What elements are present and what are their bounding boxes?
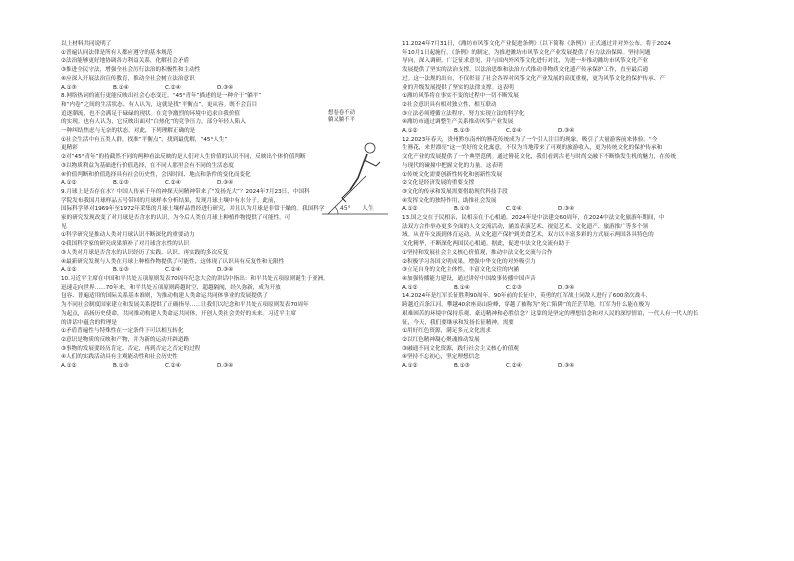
option-line: ②文化是经济发展的重要支撑	[402, 180, 475, 187]
option-line: ②对“45°青年”的持截然不同的两种看法反映的是人们对人生价值的认识不同，反映出个体价值判断	[61, 154, 306, 161]
answer-c: C.②④	[165, 84, 181, 91]
question-line: 法双方合作举办更多全面的人文交流活动，涵盖表演艺术、视觉艺术、文化遗产、旅游推广等多个领	[402, 223, 649, 230]
question-line: 迅速走向世界……70年来，和平共处五项原则跨越时空，超越隔阂，经久弥新，成为开放	[61, 284, 281, 291]
question-line: 和“内卷”之间的生活状态。有人认为，这就是找“平衡点”，更从容。既不会盲目	[61, 101, 258, 108]
answer-b: B.①③	[113, 363, 129, 370]
option-line: ①矛盾普遍性与特殊性在一定条件下可以相互转化	[61, 328, 184, 335]
answer-c: C.②④	[165, 180, 181, 187]
answer-b: B.①③	[454, 128, 470, 135]
question-line: 一种纠结焦虑与无奈的状态。对此，下列理解正确的是	[61, 128, 196, 135]
answer-d: D.③④	[217, 84, 234, 91]
option-line: ④加强传播能力建设，通过讲好中国故事传播中国声音	[402, 275, 536, 282]
answer-a: A.①②	[402, 206, 418, 213]
option-line: ③推进全民守法，增强全社会厉行法治的积极性和主动性	[61, 67, 201, 74]
answer-b: B.①④	[113, 84, 129, 91]
answer-a: A.①②	[61, 267, 77, 274]
question-line: 导向，深入调研，广泛征求意见，并与国内外风筝文化进行对比，为进一步推动潍坊市风筝文化产业	[402, 58, 649, 65]
answer-a: A.①②	[61, 363, 77, 370]
question-line: 业的升级发展提供了坚实的法律支撑。这表明	[402, 84, 514, 91]
answer-choices	[402, 362, 738, 371]
option-line: ②法治能够更好地协调各方利益关系，化解社会矛盾	[61, 58, 190, 65]
answer-c: C.②④	[506, 128, 522, 135]
option-line: ②意识是物质的反映和产物，并为新的运动开辟道路	[61, 336, 190, 343]
answer-b: B.①③	[454, 206, 470, 213]
figure-caption-line: 躺又躺不平	[328, 117, 355, 123]
option-line: ③立足自身的文化主体性，丰富文化交往的内涵	[402, 267, 519, 274]
option-line: 更精彩	[61, 145, 78, 152]
option-line: ①潍坊风筝将在事实不变的过程中一切不断发展	[402, 93, 519, 100]
answer-choices	[402, 127, 738, 136]
question-line: 11.2024年7月31日，《潍坊市风筝文化产业促进条例》（以下简称《条例》）正式通过并对外公布，将于2024	[402, 41, 671, 47]
answer-d: D.③④	[558, 128, 575, 135]
person-body-icon	[350, 154, 367, 190]
answer-d: D.③④	[217, 267, 234, 274]
option-line: ④人们的实践活动具有主观能动性和社会历史性	[61, 354, 178, 361]
option-line: ③人类对月球是否含水的认识经历了实践、认识、再实践的多次反复	[61, 249, 229, 256]
question-13	[402, 214, 738, 292]
answer-a: A.①②	[402, 363, 418, 370]
answer-a: A.①②	[402, 284, 418, 291]
answer-b: B.①④	[454, 284, 470, 291]
answer-d: D.③④	[217, 180, 234, 187]
question-line: 艰难困苦的环境中保持乐观、豪迈精神和必胜信念？这靠的是坚定的理想信念和对人民的深厚情谊，一代人有一代人的长	[402, 310, 699, 317]
option-line: ①用好红色资源，满足多元文化需求	[402, 328, 491, 335]
option-line: ③以物质利益为基础进行价值选择，在不同人那里会有不同的生活态度	[61, 162, 234, 169]
question-line: 8.网络热词的流行更能反映出社会心态变迁。“45°青年”描述的是一种介于“躺平”	[61, 93, 262, 100]
question-line: 的讲话中蕴含的哲理是	[61, 319, 117, 326]
answer-choices	[61, 362, 391, 371]
question-line: 发展提供了坚实的法治支撑，以法治思维和法治方式推动非物质文化遗产传承保护工作，直至最后通	[402, 67, 649, 74]
question-line: 生簪花，来世漂亮”这一美好的文化寓意，不仅为当地带来了可观的旅游收入，更为传统文化的保护传承和	[402, 145, 663, 152]
person-arm-icon	[364, 160, 380, 166]
answer-c: C.②④	[165, 363, 181, 370]
question-line: 跨越近百条江河，攀越40余座高山险峰，穿越了被称为“死亡陷阱”的茫茫草地。红军为什么能在极为	[402, 302, 650, 309]
question-line: 为不同社会制度国家建立和发展关系提供了正确指导……让我们以纪念和平共处五项原则发表70周年	[61, 302, 309, 309]
question-line: 学院发布我国月球样品五号带回的月球样本分析结果，发现月球土壤中有水分子。此前，	[61, 197, 280, 204]
question-12	[402, 136, 738, 214]
option-line: ④价值判断和价值选择具有社会历史性，会因时间、地点和条件的变化而变化	[61, 171, 251, 178]
question-line: 包容、普遍适用的国际关系基本准则，为推动构建人类命运共同体事业的发展提供了	[61, 293, 268, 300]
option-line: ③融通不同文化资源，践行社会主义核心价值观	[402, 345, 519, 352]
question-8	[61, 92, 313, 179]
option-line: ②以红色精神凝心聚魂推动发展	[402, 336, 480, 343]
option-line: ②我国科学家的研究成果填补了对月球含水性的认识	[61, 241, 190, 248]
option-line: ④坚持不忘初心，坚定理想信念	[402, 354, 480, 361]
option-line: ③文化的传承和发展需要借助现代科技手段	[402, 188, 508, 195]
person-label: 人生	[362, 205, 375, 212]
option-line: ④发挥文化的独特作用，助推社会发展	[402, 197, 497, 204]
question-line: 征，今天，我们要继承和发扬长征精神，需要	[402, 319, 514, 326]
option-line: ①社会生活中有五类人群，找准“平衡点”，找到最优解，“45°人生”	[61, 136, 228, 143]
question-line: 12.2023年春天，贵州黔东南州的簪花传统成为了一个引人注目的现象，吸引了大量游客前来体验。“今	[402, 136, 658, 143]
angle-arc	[335, 207, 338, 214]
option-line: ③事物的发展要经历肯定、否定，再到否定之否定的过程	[61, 345, 201, 352]
question-line: 13.国之交在于民相亲，民相亲在于心相通。2024年是中法建交60周年，在2024中法文化旅游年期间，中	[402, 215, 665, 222]
question-line: 过。这一法规的出台，不仅彰显了社会各界对风筝文化产业发展的高度重视，更为风筝文化的保护传承、产	[402, 75, 665, 82]
person-head-icon	[365, 143, 375, 153]
answer-a: A.①②	[61, 180, 77, 187]
option-line: ①坚持和发展社会主义核心价值观，推动中法文化交流与合作	[402, 249, 553, 256]
answer-d: D.③④	[558, 363, 575, 370]
option-line: ④最新研究发现与人类在月球上种植作物提供了可能性，这体现了认识具有反复性和无限性	[61, 258, 285, 265]
option-line: ①传统文化需要创新性转化和创新性发展	[402, 171, 503, 178]
question-line: 与现代的碰撞中把握文化的力量。这表明	[402, 162, 503, 169]
answer-choices	[61, 266, 391, 275]
option-line: ②社会意识具有相对独立性，相互联动	[402, 101, 497, 108]
answer-b: B.①③	[113, 180, 129, 187]
option-line: ④应深入开展法治宣传教育，推动全社会树立法治意识	[61, 75, 195, 82]
figure-caption	[328, 110, 388, 124]
option-line: ②积极学习各国文明成果，增强中华文化的对外吸引力	[402, 258, 536, 265]
right-column	[402, 40, 738, 371]
question-line: 域。从青年交流到体育运动，从文化遗产保护到美食艺术，双方以丰富多彩的方式展示两国各具特色的	[402, 232, 654, 239]
question-line: 见	[61, 223, 67, 230]
question-10	[61, 275, 391, 371]
answer-choices	[402, 284, 738, 293]
answer-a: A.①②	[402, 128, 418, 135]
question-line: 为起点，高扬历史使命，共同推动构建人类命运共同体，开创人类社会美好的未来。习近平主席	[61, 310, 296, 317]
question-line: 家的研究发现改变了对月球是否含水的认识，为今后人类在月球上种植作物提供了可能性。可	[61, 215, 291, 222]
answer-choices	[402, 205, 738, 214]
question-line: 10.习近平主席在中国和平共处五项原则发表70周年纪念大会的讲话中指出：和平共处五项原则诞生于亚洲，	[61, 275, 329, 282]
answer-choices	[61, 84, 391, 93]
option-line: ①普遍认同法律是所有人都应遵守的基本规范	[61, 49, 173, 56]
figure-caption-line: 想卷卷不动	[328, 110, 355, 116]
answer-d: D.③④	[558, 206, 575, 213]
question-line: 文化精华，不断深化两国民心相通。据此，促进中法文化交流有助于	[402, 241, 570, 248]
answer-d: D.③④	[558, 284, 575, 291]
figure-45-degree-youth	[320, 110, 390, 222]
question-14	[402, 292, 738, 370]
answer-c: C.②③	[506, 284, 522, 291]
question-line: 追逐潮流，也不会满足于碌碌的现状。在竞争激烈的环境中追求自我价值	[61, 110, 241, 117]
question-line: 的实现。也有人认为，它反映出面对“白热化”的竞争压力，部分年轻人陷入	[61, 119, 246, 126]
question-line: 9.月球上是否存在水？中国人传承千年的神探天问精神带来了“发扬光大”？2024年7月23日，中国科	[61, 188, 310, 195]
angle-label: 45°	[340, 205, 351, 212]
intro-line: 以上材料共同说明了	[61, 41, 112, 47]
figure-drawing	[320, 132, 390, 222]
option-line: ③立法必须遵循立法程序，努力实现立法的科学化	[402, 110, 525, 117]
question-line: 年10月1日起施行。《条例》的制定，为推进潍坊市风筝文化产业发展提供了有力法治保障。坚持问题	[402, 49, 651, 56]
question-line: 14.2024年是红军长征胜利90周年。90年前的长征中，英勇的红军战士同敌人进行了600余次战斗，	[402, 293, 652, 300]
option-line: ④潍坊市通过调整生产关系推动风筝产业发展	[402, 119, 514, 126]
answer-d: D.③④	[217, 363, 234, 370]
question-line: 文化产业的发展提供了一个典型范例。通过簪花文化，我们看到古老与时尚交融下不断焕发生机的魅力，在传统	[402, 154, 677, 161]
answer-c: C.②④	[506, 206, 522, 213]
question-11	[402, 40, 738, 136]
answer-b: B.①③	[113, 267, 129, 274]
answer-c: C.②④	[506, 363, 522, 370]
answer-c: C.②④	[165, 267, 181, 274]
answer-a: A.①③	[61, 84, 77, 91]
question-line: 国际科学界对1969年至1972年采集的月球土壤样品曾经进行研究，并且认为月球是非常干燥的。我国科学	[61, 206, 325, 213]
option-line: ①科学研究是推动人类对月球认识不断深化的重要动力	[61, 232, 195, 239]
answer-b: B.①③	[454, 363, 470, 370]
